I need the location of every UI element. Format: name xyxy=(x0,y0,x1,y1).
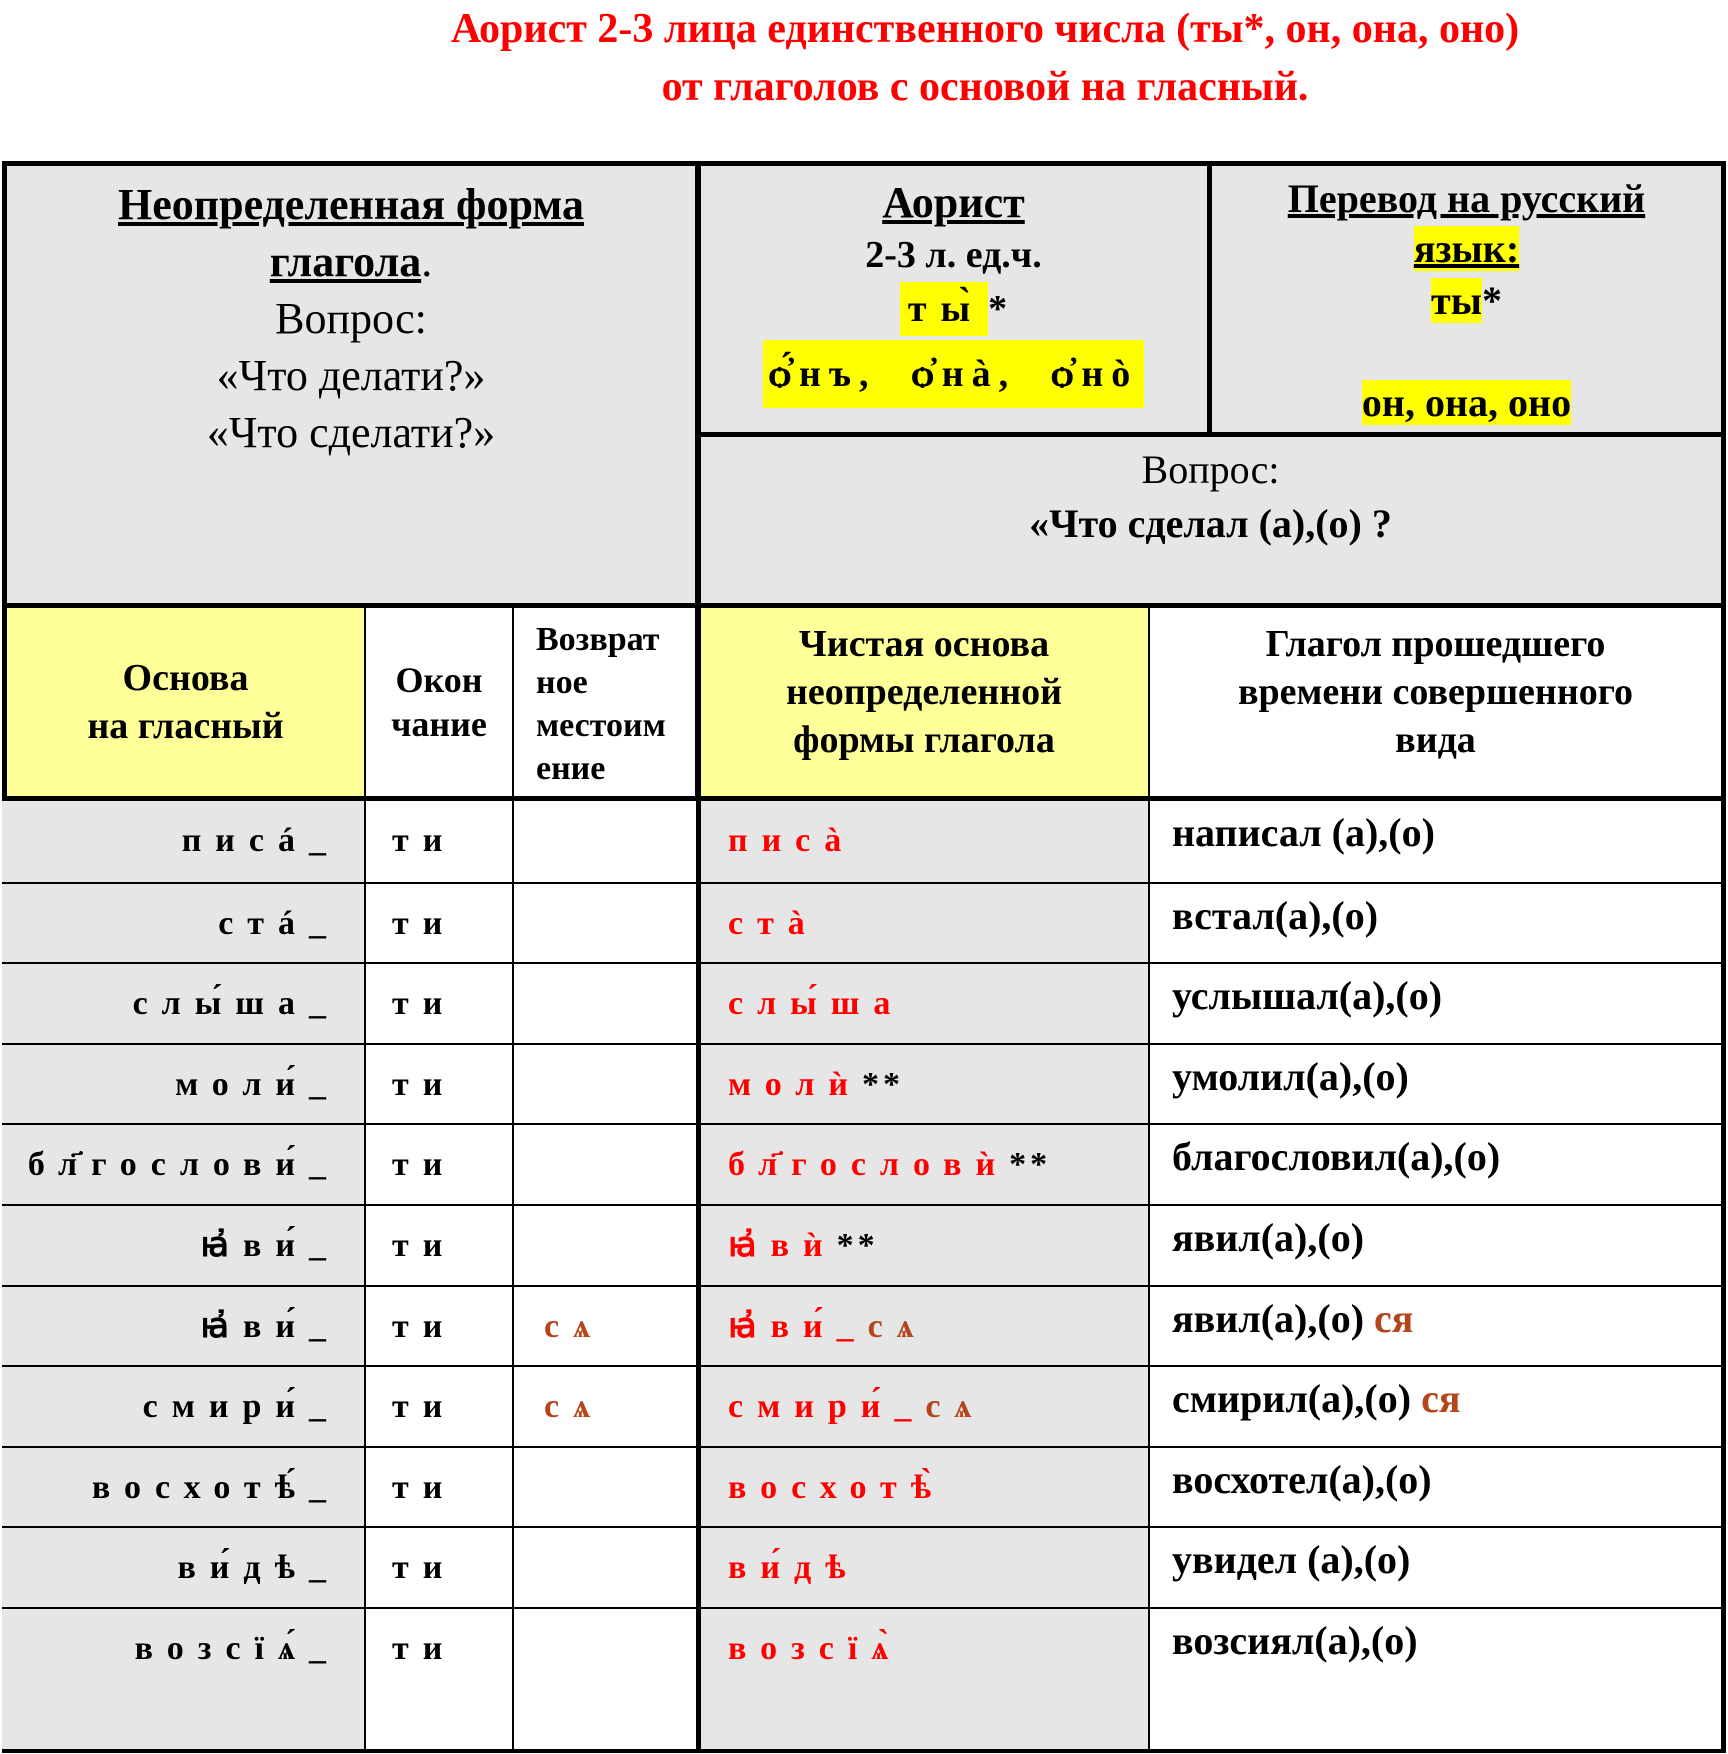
cell-stem-text: восхотѣ́_ xyxy=(91,1469,340,1506)
cell-stem-text: возсїѧ́_ xyxy=(134,1630,340,1667)
cell-stem xyxy=(2,1043,364,1124)
center-divider xyxy=(696,161,701,1753)
past-suffix: ся xyxy=(1374,1296,1414,1341)
cell-ending-text: ти xyxy=(392,1469,457,1506)
cell-pure-stem xyxy=(700,1365,1148,1446)
cell-ending xyxy=(364,1365,512,1446)
cell-stem-text: ви́дѣ_ xyxy=(177,1549,340,1586)
pure-stem-text: стà xyxy=(728,905,819,942)
pure-stem-text: восхотѣ̀ xyxy=(728,1469,946,1506)
cell-ending xyxy=(364,1043,512,1124)
pure-stem-text: молѝ xyxy=(728,1066,862,1103)
title-line-1: Аорист 2-3 лица единственного числа (ты*, он, она, оно) xyxy=(450,6,1520,52)
cell-stem xyxy=(2,1607,364,1749)
cell-past xyxy=(1148,1123,1726,1204)
cell-past xyxy=(1148,1526,1726,1607)
cell-pure-stem xyxy=(700,1043,1148,1124)
cell-stem xyxy=(2,1365,364,1446)
pure-stem-mark: ** xyxy=(1009,1146,1052,1183)
pure-stem-text: бл҃гословѝ xyxy=(728,1146,1010,1183)
col-ending-2: чание xyxy=(391,704,487,744)
cell-ending xyxy=(364,801,512,882)
cell-stem-text: слы́ша_ xyxy=(132,985,340,1022)
cell-reflexive xyxy=(512,1607,700,1749)
cell-reflexive-text: сѧ xyxy=(544,1308,605,1345)
past-text: увидел (а),(о) xyxy=(1172,1537,1411,1582)
cell-stem-text: бл҃гослови́_ xyxy=(27,1146,340,1183)
past-text: написал (а),(о) xyxy=(1172,810,1435,855)
translation-title-1: Перевод на русский xyxy=(1287,176,1646,221)
past-text: услышал(а),(о) xyxy=(1172,973,1443,1018)
cell-ending-text: ти xyxy=(392,1308,457,1345)
header-aorist xyxy=(700,161,1212,437)
pure-stem-text: слы́ша xyxy=(728,985,905,1022)
col-header-past xyxy=(1148,603,1726,801)
question-label: Вопрос: xyxy=(1141,447,1280,492)
cell-pure-stem xyxy=(700,1285,1148,1366)
cell-ending-text: ти xyxy=(392,1549,457,1586)
aorist-subtitle: 2-3 л. ед.ч. xyxy=(865,234,1042,276)
past-text: восхотел(а),(о) xyxy=(1172,1457,1432,1502)
pure-stem-text: писà xyxy=(728,822,856,859)
cell-ending xyxy=(364,1526,512,1607)
cell-ending xyxy=(364,1204,512,1285)
cell-ending xyxy=(364,962,512,1043)
pure-stem-text: ꙗ҆вѝ xyxy=(728,1227,837,1264)
cell-ending xyxy=(364,1123,512,1204)
col-header-reflexive xyxy=(512,603,700,801)
cell-ending xyxy=(364,1285,512,1366)
cell-ending xyxy=(364,1446,512,1527)
col-header-stem xyxy=(2,603,364,801)
cell-reflexive xyxy=(512,1204,700,1285)
pure-stem-suffix: сѧ xyxy=(867,1308,928,1345)
col-past-2: времени совершенного xyxy=(1237,671,1634,713)
cell-reflexive xyxy=(512,1043,700,1124)
cell-pure-stem xyxy=(700,801,1148,882)
cell-stem-text: писá_ xyxy=(181,822,340,859)
cell-stem-text: ꙗ҆ви́_ xyxy=(200,1308,340,1345)
cell-ending xyxy=(364,1607,512,1749)
cell-reflexive xyxy=(512,1285,700,1366)
cell-past xyxy=(1148,962,1726,1043)
translation-pronouns-3: он, она, оно xyxy=(1361,380,1572,425)
cell-reflexive xyxy=(512,1365,700,1446)
pure-stem-text: ꙗ҆ви́_ xyxy=(728,1308,868,1345)
translation-asterisk: * xyxy=(1481,278,1502,323)
cell-ending-text: ти xyxy=(392,822,457,859)
cell-ending xyxy=(364,882,512,963)
past-text: встал(а),(о) xyxy=(1172,893,1379,938)
cell-reflexive xyxy=(512,1526,700,1607)
cell-stem xyxy=(2,1123,364,1204)
cell-pure-stem xyxy=(700,1204,1148,1285)
infinitive-title-dot: . xyxy=(421,237,433,286)
title-line-2: от глаголов с основой на гласный. xyxy=(661,64,1309,110)
col-pure-2: неопределенной xyxy=(785,671,1063,713)
pure-stem-text: смири́_ xyxy=(728,1388,926,1425)
cell-reflexive xyxy=(512,1123,700,1204)
past-suffix: ся xyxy=(1421,1376,1461,1421)
cell-pure-stem xyxy=(700,882,1148,963)
cell-stem xyxy=(2,1526,364,1607)
past-text: смирил(а),(о) xyxy=(1172,1376,1422,1421)
cell-stem xyxy=(2,882,364,963)
cell-past xyxy=(1148,1365,1726,1446)
cell-pure-stem xyxy=(700,1123,1148,1204)
cell-pure-stem xyxy=(700,962,1148,1043)
past-text: умолил(а),(о) xyxy=(1172,1054,1409,1099)
cell-ending-text: ти xyxy=(392,1630,457,1667)
infinitive-title-2: глагола xyxy=(269,237,422,286)
cell-stem-text: стá_ xyxy=(218,905,340,942)
cell-reflexive xyxy=(512,801,700,882)
page-title xyxy=(300,0,1670,116)
cell-stem xyxy=(2,801,364,882)
past-text: явил(а),(о) xyxy=(1172,1215,1365,1260)
header-translation xyxy=(1212,161,1726,437)
col-header-pure-stem xyxy=(700,603,1148,801)
cell-pure-stem xyxy=(700,1446,1148,1527)
cell-stem-text: моли́_ xyxy=(175,1066,340,1103)
cell-stem xyxy=(2,1446,364,1527)
translation-title-2-wrap xyxy=(1212,224,1721,274)
cell-ending-text: ти xyxy=(392,1146,457,1183)
header-question xyxy=(700,437,1726,607)
cell-stem xyxy=(2,1285,364,1366)
cell-ending-text: ти xyxy=(392,1388,457,1425)
infinitive-question-1: «Что делати?» xyxy=(216,351,486,400)
past-text: возсиял(а),(о) xyxy=(1172,1618,1418,1663)
cell-stem xyxy=(2,962,364,1043)
cell-past xyxy=(1148,1607,1726,1749)
past-text: благословил(а),(о) xyxy=(1172,1134,1501,1179)
aorist-title: Аорист xyxy=(882,178,1025,227)
cell-stem xyxy=(2,1204,364,1285)
translation-pronoun-ty: ты xyxy=(1431,278,1482,323)
col-reflexive-1: Возврат xyxy=(536,621,660,658)
pure-stem-text: возсїѧ̀ xyxy=(728,1630,903,1667)
col-reflexive-2: ное xyxy=(536,664,588,701)
cell-pure-stem xyxy=(700,1526,1148,1607)
infinitive-question-label: Вопрос: xyxy=(275,294,427,343)
aorist-pronouns-3: ѻ҆́нъ, ѻ҆нà, ѻ҆нò xyxy=(763,340,1145,408)
infinitive-question-2: «Что сделати?» xyxy=(206,408,496,457)
translation-title-2: язык: xyxy=(1413,226,1520,271)
col-stem-1: Основа xyxy=(122,657,249,699)
col-reflexive-4: ение xyxy=(536,750,606,787)
col-pure-1: Чистая основа xyxy=(798,623,1050,665)
cell-pure-stem xyxy=(700,1607,1148,1749)
col-stem-2: на гласный xyxy=(87,705,284,747)
cell-ending-text: ти xyxy=(392,1066,457,1103)
cell-ending-text: ти xyxy=(392,985,457,1022)
col-pure-3: формы глагола xyxy=(793,719,1055,761)
cell-past xyxy=(1148,801,1726,882)
translation-pronouns-row xyxy=(1212,378,1721,428)
pure-stem-mark: ** xyxy=(836,1227,879,1264)
col-past-3: вида xyxy=(1395,719,1476,761)
cell-ending-text: ти xyxy=(392,905,457,942)
cell-past xyxy=(1148,1043,1726,1124)
col-header-ending xyxy=(364,603,512,801)
past-text: явил(а),(о) xyxy=(1172,1296,1375,1341)
cell-stem-text: ꙗ҆ви́_ xyxy=(200,1227,340,1264)
cell-stem-text: смири́_ xyxy=(142,1388,340,1425)
col-past-1: Глагол прошедшего xyxy=(1265,623,1606,665)
translation-ty-row xyxy=(1212,274,1721,328)
question-text: «Что сделал (а),(о) ? xyxy=(1029,501,1392,546)
cell-ending-text: ти xyxy=(392,1227,457,1264)
infinitive-title-1: Неопределенная форма xyxy=(118,180,584,229)
cell-reflexive xyxy=(512,1446,700,1527)
cell-reflexive-text: сѧ xyxy=(544,1388,605,1425)
cell-past xyxy=(1148,1285,1726,1366)
header-infinitive xyxy=(2,161,700,607)
aorist-pronoun-ty-row xyxy=(700,280,1207,338)
pure-stem-suffix: сѧ xyxy=(925,1388,986,1425)
col-reflexive-3: местоим xyxy=(536,707,666,744)
aorist-pronoun-ty: ты̀ xyxy=(900,282,988,336)
pure-stem-mark: ** xyxy=(861,1066,904,1103)
col-ending-1: Окон xyxy=(395,660,483,700)
cell-reflexive xyxy=(512,962,700,1043)
cell-reflexive xyxy=(512,882,700,963)
cell-past xyxy=(1148,1446,1726,1527)
pure-stem-text: ви́дѣ xyxy=(728,1549,860,1586)
cell-past xyxy=(1148,882,1726,963)
aorist-asterisk: * xyxy=(988,288,1008,330)
aorist-pronouns-row xyxy=(700,340,1207,408)
cell-past xyxy=(1148,1204,1726,1285)
infinitive-title-2-wrap xyxy=(7,233,695,290)
